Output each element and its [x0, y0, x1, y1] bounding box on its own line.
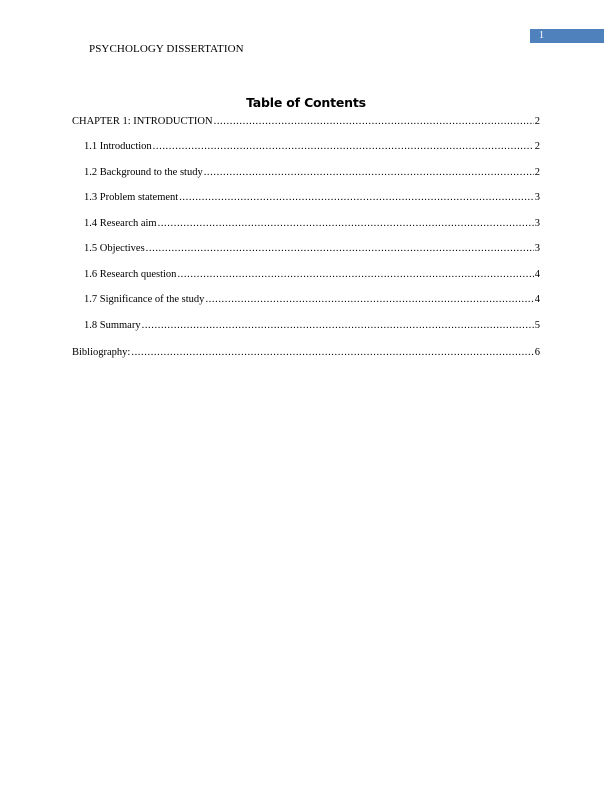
- toc-entry-label: 1.5 Objectives: [84, 243, 145, 254]
- toc-entry-label: 1.1 Introduction: [84, 141, 152, 152]
- toc-entry-label: 1.8 Summary: [84, 320, 141, 331]
- toc-entry-1-2[interactable]: [84, 166, 540, 180]
- toc-entry-page: 4: [534, 294, 540, 305]
- toc-entry-1-5[interactable]: [84, 242, 540, 256]
- running-head: PSYCHOLOGY DISSERTATION: [89, 43, 244, 55]
- toc-entry-label: Bibliography:: [72, 347, 131, 358]
- toc-entry-label: 1.6 Research question: [84, 269, 177, 280]
- toc-dot-leader: [214, 115, 534, 129]
- toc-title: Table of Contents: [246, 95, 366, 110]
- toc-entry-page: 2: [534, 167, 540, 178]
- toc-entry-page: 2: [534, 116, 540, 127]
- toc-dot-leader: [177, 268, 533, 282]
- toc-entry-page: 3: [534, 218, 540, 229]
- toc-entry-1-3[interactable]: [84, 191, 540, 205]
- toc-entry-page: 4: [534, 269, 540, 280]
- toc-dot-leader: [146, 242, 534, 256]
- toc-entry-bibliography[interactable]: [72, 346, 540, 360]
- toc-entry-label: 1.4 Research aim: [84, 218, 157, 229]
- toc-entry-label: CHAPTER 1: INTRODUCTION: [72, 116, 213, 127]
- toc-dot-leader: [142, 319, 534, 333]
- toc-entry-label: 1.3 Problem statement: [84, 192, 179, 203]
- toc-dot-leader: [204, 166, 534, 180]
- toc-entry-page: 3: [534, 192, 540, 203]
- toc-entry-label: 1.2 Background to the study: [84, 167, 203, 178]
- toc-dot-leader: [205, 293, 533, 307]
- toc-entry-1-4[interactable]: [84, 217, 540, 231]
- toc-entry-1-1[interactable]: [84, 140, 540, 154]
- toc-entry-1-6[interactable]: [84, 268, 540, 282]
- toc-dot-leader: [153, 140, 534, 154]
- toc-entry-page: 5: [534, 320, 540, 331]
- toc-entry-1-8[interactable]: [84, 319, 540, 333]
- toc-entry-chapter-1[interactable]: [72, 115, 540, 129]
- toc-dot-leader: [158, 217, 534, 231]
- page-number: 1: [539, 30, 544, 41]
- toc-entry-page: 3: [534, 243, 540, 254]
- toc-entry-1-7[interactable]: [84, 293, 540, 307]
- toc-entry-page: 2: [534, 141, 540, 152]
- toc-dot-leader: [179, 191, 534, 205]
- toc-entry-label: 1.7 Significance of the study: [84, 294, 205, 305]
- page-number-badge: [530, 29, 604, 43]
- toc-entry-page: 6: [534, 347, 540, 358]
- toc-dot-leader: [131, 346, 533, 360]
